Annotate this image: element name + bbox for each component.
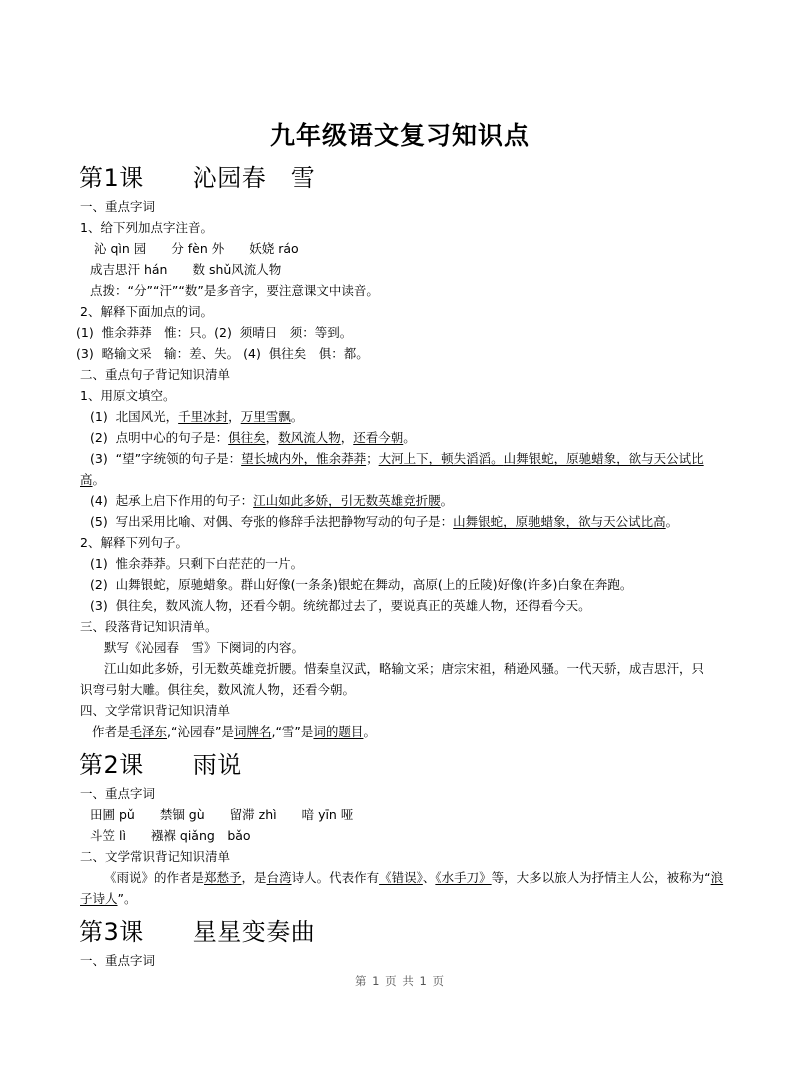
section-heading: 一、重点字词 (80, 786, 156, 801)
answer: 大河上下，顿失滔滔。 (378, 451, 504, 466)
answer: 台湾 (266, 870, 292, 885)
answer: 还看今朝 (353, 430, 404, 445)
answer: 《错误》 (379, 870, 423, 885)
text: (2) 点明中心的句子是： (90, 430, 229, 445)
answer: 高 (80, 472, 93, 487)
vocabulary-line: 田圃 pǔ 禁锢 gù 留滞 zhì 喑 yīn 哑 (90, 807, 354, 822)
text: ”。 (117, 891, 137, 906)
text: 。 (403, 430, 416, 445)
paragraph-line: 江山如此多娇，引无数英雄竞折腰。惜秦皇汉武，略输文采；唐宗宋祖，稍逊风骚。一代天骄，成吉思汗，只 (104, 661, 705, 676)
paragraph-line: 识弯弓射大雕。俱往矣，数风流人物，还看今朝。 (80, 682, 356, 697)
vocabulary-line: 斗笠 lì 襁褓 qiǎng bǎo (90, 828, 251, 843)
section-heading: 四、文学常识背记知识清单 (80, 703, 231, 718)
answer: 山舞银蛇，原驰蜡象，欲与天公试比 (503, 451, 704, 466)
text: ， (340, 430, 354, 445)
section-heading: 一、重点字词 (80, 953, 156, 968)
text: 、 (422, 870, 436, 885)
text: ， (265, 430, 279, 445)
sentence-explanation: (3) 俱往矣，数风流人物，还看今朝。统统都过去了，要说真正的英雄人物，还得看今天。 (90, 598, 591, 613)
answer: 俱往矣 (228, 430, 266, 445)
answer: 郑愁予 (204, 870, 242, 885)
text: 。 (440, 493, 454, 508)
answer: 数风流人物 (278, 430, 341, 445)
text: (5) 写出采用比喻、对偶、夸张的修辞手法把静物写动的句子是： (90, 514, 454, 529)
text: 。 (290, 409, 304, 424)
answer: 万里雪飘 (240, 409, 291, 424)
text: ； (366, 451, 379, 466)
answer: 词的题目 (313, 724, 364, 739)
fill-sentence-cont (80, 471, 105, 489)
text: 等，大多以旅人为抒情主人公，被称为“ (491, 870, 711, 885)
fill-sentence (90, 450, 704, 468)
literature-line-cont (80, 890, 137, 908)
lesson-2-heading: 第2课 雨说 (79, 751, 242, 779)
section-heading: 一、重点字词 (80, 199, 156, 214)
answer: 《水手刀》 (435, 870, 492, 885)
word-explanation: (3) 略输文采 输：差、失。 (4) 俱往矣 俱：都。 (76, 346, 369, 361)
lesson-1-heading: 第1课 沁园春 雪 (79, 164, 316, 192)
sentence-explanation: (2) 山舞银蛇，原驰蜡象。群山好像(一条条)银蛇在舞动，高原(上的丘陵)好像(许多)白象在奔跑。 (90, 577, 633, 592)
text: (1) 北国风光， (90, 409, 179, 424)
sentence-explanation: (1) 惟余莽莽。只剩下白茫茫的一片。 (90, 556, 304, 571)
answer: 词牌名 (233, 724, 272, 739)
answer: 江山如此多娇，引无数英雄竞折腰 (253, 493, 441, 508)
text: 《雨说》的作者是 (104, 870, 205, 885)
question: 2、解释下面加点的词。 (80, 304, 213, 319)
pinyin-line: 成吉思汗 hán 数 shǔ风流人物 (90, 262, 282, 277)
answer: 毛泽东 (129, 724, 168, 739)
paragraph-line: 默写《沁园春 雪》下阕词的内容。 (104, 640, 305, 655)
pinyin-line: 沁 qìn 园 分 fèn 外 妖娆 ráo (94, 241, 299, 256)
text: 作者是 (92, 724, 130, 739)
lesson-3-heading: 第3课 星星变奏曲 (79, 918, 316, 946)
answer: 浪 (710, 870, 724, 885)
text: (3) “望”字统领的句子是： (90, 451, 242, 466)
literature-line (104, 869, 723, 887)
tip-line: 点拨：“分”“汗”“数”是多音字，要注意课文中读音。 (90, 283, 379, 298)
text: ，是 (241, 870, 267, 885)
question: 2、解释下列句子。 (80, 535, 188, 550)
answer: 子诗人 (80, 891, 118, 906)
answer: 望长城内外，惟余莽莽 (241, 451, 367, 466)
text: ， (228, 409, 241, 424)
fill-sentence (90, 492, 453, 510)
literature-line (92, 723, 376, 741)
text: (4) 起承上启下作用的句子： (90, 493, 254, 508)
text: 诗人。代表作有 (291, 870, 380, 885)
text: ,“雪”是 (271, 724, 314, 739)
answer: 山舞银蛇，原驰蜡象，欲与天公试比高 (453, 514, 666, 529)
question: 1、用原文填空。 (80, 388, 176, 403)
text: ,“沁园春”是 (167, 724, 234, 739)
section-heading: 二、文学常识背记知识清单 (80, 849, 231, 864)
section-heading: 二、重点句子背记知识清单 (80, 367, 231, 382)
page-footer: 第 1 页 共 1 页 (355, 974, 445, 988)
answer: 千里冰封 (178, 409, 229, 424)
document-title: 九年级语文复习知识点 (269, 121, 530, 150)
fill-sentence (90, 408, 303, 426)
text: 。 (92, 472, 106, 487)
text: 。 (665, 514, 679, 529)
text: 。 (363, 724, 376, 739)
question: 1、给下列加点字注音。 (80, 220, 213, 235)
fill-sentence (90, 429, 416, 447)
fill-sentence (90, 513, 678, 531)
section-heading: 三、段落背记知识清单。 (80, 619, 218, 634)
word-explanation: (1) 惟余莽莽 惟：只。(2) 须晴日 须：等到。 (76, 325, 353, 340)
